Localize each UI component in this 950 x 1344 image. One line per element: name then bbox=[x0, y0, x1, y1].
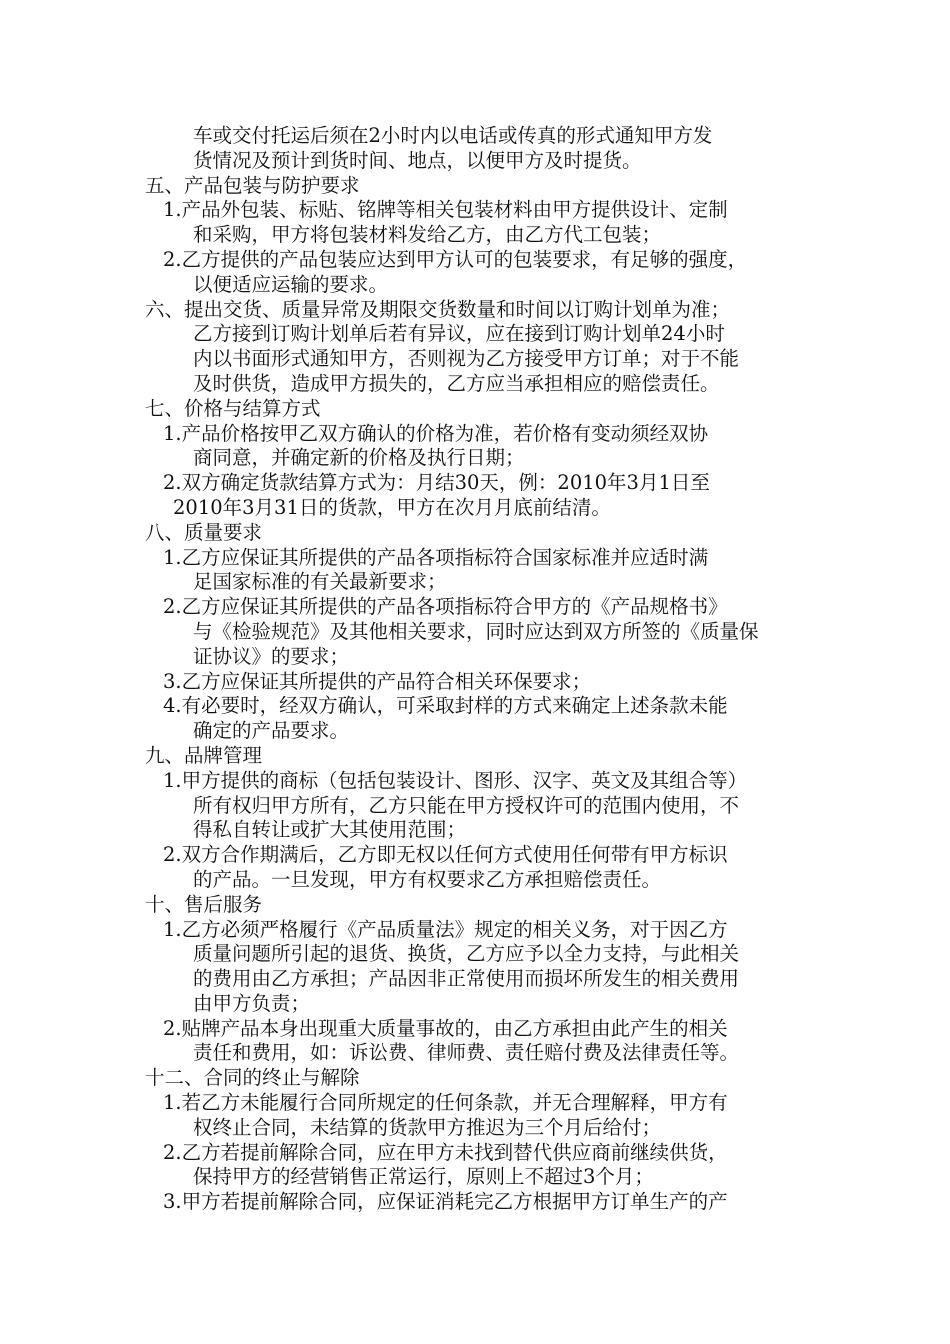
text-line: 八、质量要求 bbox=[145, 520, 263, 544]
text-line: 1.乙方应保证其所提供的产品各项指标符合国家标准并应适时满 bbox=[163, 545, 709, 569]
text-line: 十、售后服务 bbox=[145, 892, 263, 916]
text-line: 3.甲方若提前解除合同，应保证消耗完乙方根据甲方订单生产的产 bbox=[163, 1190, 728, 1214]
text-line: 2.乙方若提前解除合同，应在甲方未找到替代供应商前继续供货， bbox=[163, 1140, 728, 1164]
text-line: 以便适应运输的要求。 bbox=[193, 272, 389, 296]
text-line: 权终止合同，未结算的货款甲方推迟为三个月后给付； bbox=[193, 1115, 662, 1139]
text-line: 质量问题所引起的退货、换货，乙方应予以全力支持，与此相关 bbox=[193, 942, 740, 966]
text-line: 1.乙方必须严格履行《产品质量法》规定的相关义务，对于因乙方 bbox=[163, 917, 728, 941]
text-line: 2.双方合作期满后，乙方即无权以任何方式使用任何带有甲方标识 bbox=[163, 843, 728, 867]
contract-text-body bbox=[145, 124, 820, 1215]
text-line: 九、品牌管理 bbox=[145, 743, 263, 767]
text-line: 保持甲方的经营销售正常运行，原则上不超过3个月； bbox=[193, 1165, 654, 1189]
text-line: 五、产品包装与防护要求 bbox=[145, 173, 360, 197]
text-line: 1.产品价格按甲乙双方确认的价格为准，若价格有变动须经双协 bbox=[163, 421, 709, 445]
text-line: 十二、合同的终止与解除 bbox=[145, 1066, 360, 1090]
text-line: 2.乙方提供的产品包装应达到甲方认可的包装要求，有足够的强度， bbox=[163, 247, 748, 271]
text-line: 乙方接到订购计划单后若有异议，应在接到订购计划单24小时 bbox=[193, 322, 725, 346]
text-line: 七、价格与结算方式 bbox=[145, 396, 321, 420]
text-line: 1.若乙方未能履行合同所规定的任何条款，并无合理解释，甲方有 bbox=[163, 1091, 728, 1115]
text-line: 足国家标准的有关最新要求； bbox=[193, 570, 447, 594]
text-line: 内以书面形式通知甲方，否则视为乙方接受甲方订单；对于不能 bbox=[193, 347, 740, 371]
text-line: 3.乙方应保证其所提供的产品符合相关环保要求； bbox=[163, 669, 592, 693]
text-line: 所有权归甲方所有，乙方只能在甲方授权许可的范围内使用，不 bbox=[193, 793, 740, 817]
text-line: 由甲方负责； bbox=[193, 991, 311, 1015]
text-line: 车或交付托运后须在2小时内以电话或传真的形式通知甲方发 bbox=[193, 124, 713, 147]
text-line: 1.产品外包装、标贴、铭牌等相关包装材料由甲方提供设计、定制 bbox=[163, 198, 728, 222]
text-line: 六、提出交货、质量异常及期限交货数量和时间以订购计划单为准； bbox=[145, 297, 731, 321]
text-line: 得私自转让或扩大其使用范围； bbox=[193, 818, 467, 842]
text-line: 证协议》的要求； bbox=[193, 644, 350, 668]
text-line: 的产品。一旦发现，甲方有权要求乙方承担赔偿责任。 bbox=[193, 867, 662, 891]
text-line: 4.有必要时，经双方确认，可采取封样的方式来确定上述条款未能 bbox=[163, 694, 728, 718]
text-line: 2.贴牌产品本身出现重大质量事故的，由乙方承担由此产生的相关 bbox=[163, 1016, 728, 1040]
text-line: 的费用由乙方承担；产品因非正常使用而损坏所发生的相关费用 bbox=[193, 967, 740, 991]
text-line: 确定的产品要求。 bbox=[193, 719, 350, 743]
text-line: 责任和费用，如：诉讼费、律师费、责任赔付费及法律责任等。 bbox=[193, 1041, 740, 1065]
text-line: 货情况及预计到货时间、地点，以便甲方及时提货。 bbox=[193, 148, 642, 172]
text-line: 与《检验规范》及其他相关要求，同时应达到双方所签的《质量保 bbox=[193, 619, 759, 643]
text-line: 2.乙方应保证其所提供的产品各项指标符合甲方的《产品规格书》 bbox=[163, 595, 728, 619]
text-line: 及时供货，造成甲方损失的，乙方应当承担相应的赔偿责任。 bbox=[193, 371, 720, 395]
text-line: 商同意，并确定新的价格及执行日期； bbox=[193, 446, 525, 470]
text-line: 1.甲方提供的商标（包括包装设计、图形、汉字、英文及其组合等） bbox=[163, 768, 748, 792]
text-line: 和采购，甲方将包装材料发给乙方，由乙方代工包装； bbox=[193, 223, 662, 247]
text-line: 2010年3月31日的货款，甲方在次月月底前结清。 bbox=[173, 495, 611, 519]
text-line: 2.双方确定货款结算方式为：月结30天，例：2010年3月1日至 bbox=[163, 471, 710, 495]
